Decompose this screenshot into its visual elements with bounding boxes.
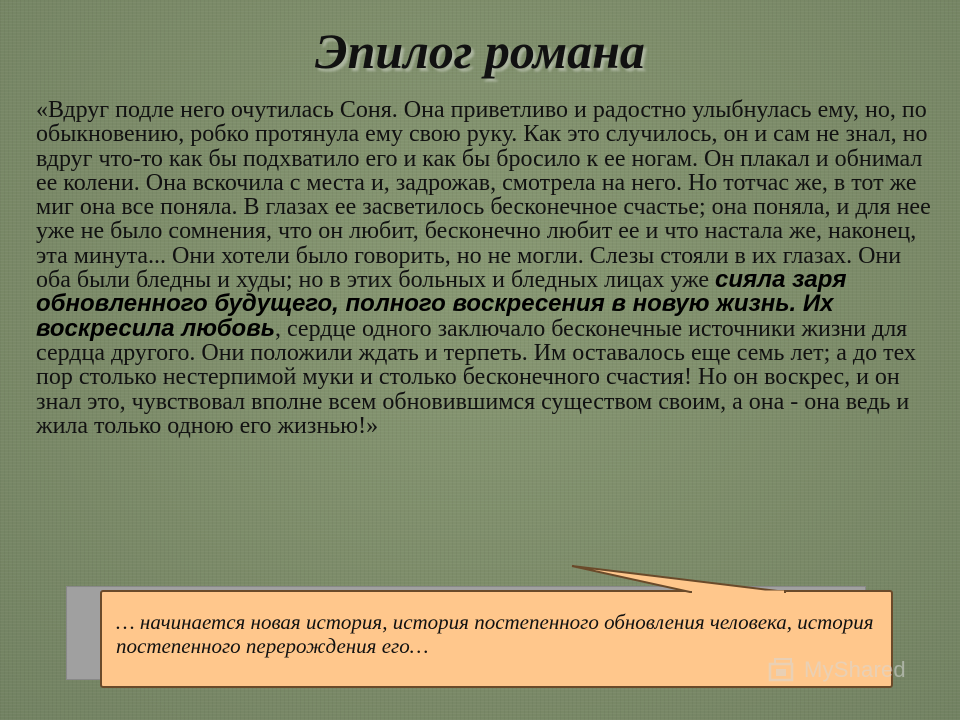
myshared-logo-icon [768, 656, 798, 684]
quote-text-start: «Вдруг подле него очутилась Соня. Она приветливо и радостно улыбнулась ему, но, по обыкновению, робко протянула ему свою руку. Как это случилось, он и сам не знал, но вдруг что-то как бы подхватило его и как бы бросило к ее ногам. Он плакал и обнимал ее колени. Она вскочила с места и, задрожав, смотрела на него. Но тотчас же, в тот же миг она все поняла. В глазах ее засветилось бесконечное счастье; она поняла, и для нее уже не было сомнения, что он любит, бесконечно любит ее и что настала же, наконец, эта минута... Они хотели было говорить, но не могли. Слезы стояли в их глазах. Они оба были бледны и худы; но в этих больных и бледных лицах уже [36, 97, 931, 294]
quote-text-end: , сердце одного заключало бесконечные источники жизни для сердца другого. Они положили ждать и терпеть. Им оставалось еще семь лет; а до тех пор столько нестерпимой муки и столько бесконечного счастия! Но он воскрес, и он знал это, чувствовал вполне всем обновившимся существом своим, а она - она ведь и жила только одною его жизнью!» [36, 315, 916, 439]
watermark-text: MyShared [804, 657, 906, 682]
slide-title: Эпилог романа [315, 23, 645, 79]
quote-emphasis: сияла заря обновленного будущего, полного воскресения в новую жизнь. Их воскресила любовь [36, 266, 847, 342]
quote-paragraph [36, 98, 936, 438]
callout-text: … начинается новая история, история постепенного обновления человека, история постепенного перерождения его… [116, 610, 874, 658]
watermark [768, 656, 906, 684]
